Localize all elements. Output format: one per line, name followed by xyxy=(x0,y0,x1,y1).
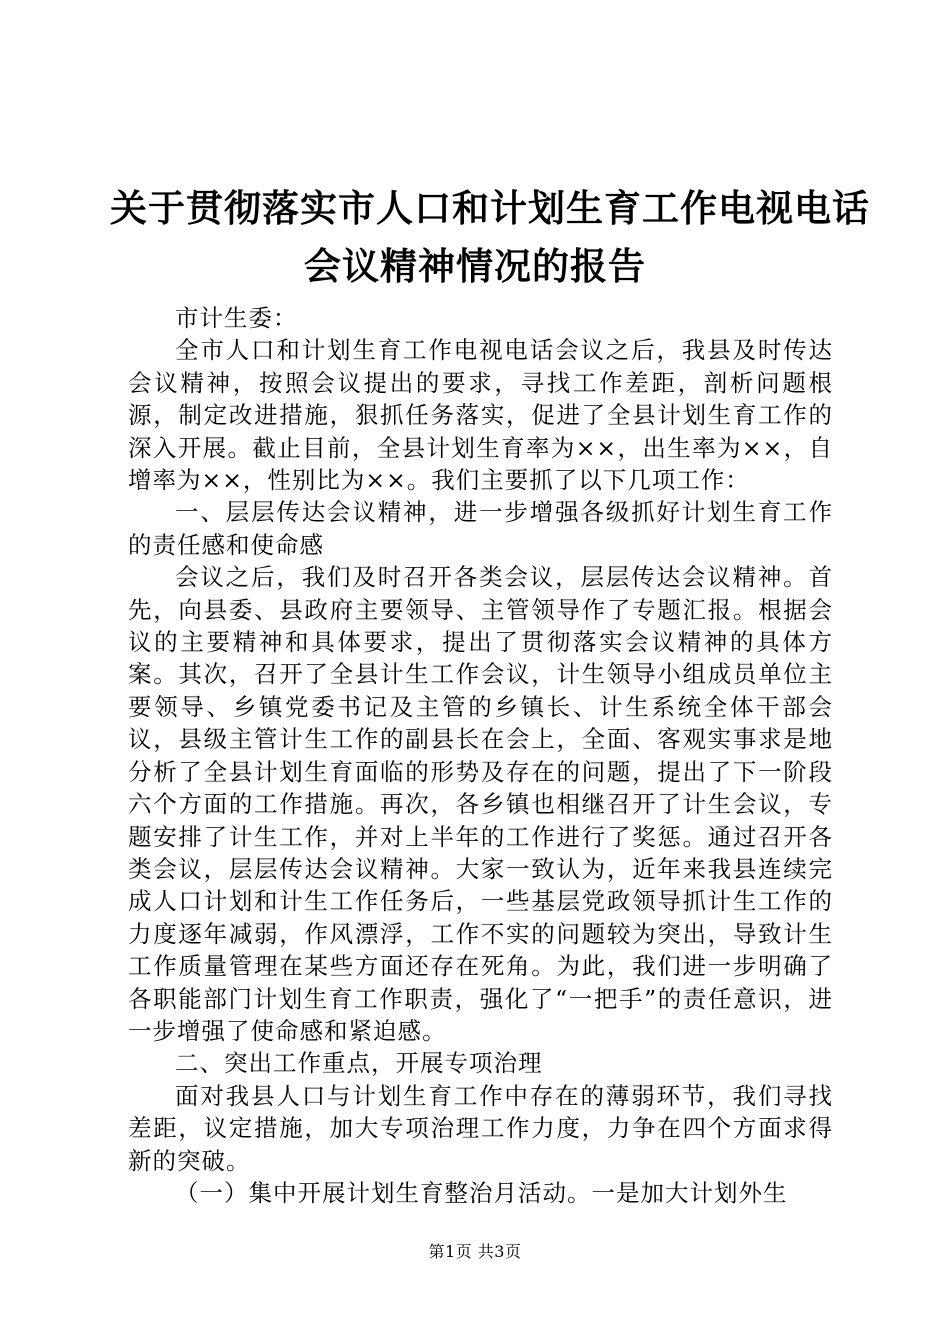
paragraph-section-1: 会议之后，我们及时召开各类会议，层层传达会议精神。首先，向县委、县政府主要领导、主管领导作了专题汇报。根据会议的主要精神和具体要求，提出了贯彻落实会议精神的具体方案。其次，召开了全县计生工作会议，计生领导小组成员单位主要领导、乡镇党委书记及主管的乡镇长、计生系统全体干部会议，县级主管计生工作的副县长在会上，全面、客观实事求是地分析了全县计划生育面临的形势及存在的问题，提出了下一阶段六个方面的工作措施。再次，各乡镇也相继召开了计生会议，专题安排了计生工作，并对上半年的工作进行了奖惩。通过召开各类会议，层层传达会议精神。大家一致认为，近年来我县连续完成人口计划和计生工作任务后，一些基层党政领导抓计生工作的力度逐年减弱，作风漂浮，工作不实的问题较为突出，导致计生工作质量管理在某些方面还存在死角。为此，我们进一步明确了各职能部门计划生育工作职责，强化了“一把手”的责任意识，进一步增强了使命感和紧迫感。 xyxy=(128,563,833,1045)
document-body xyxy=(128,302,833,1209)
page-number-footer: 第1页 共3页 xyxy=(428,1242,522,1261)
subsection-1: （一）集中开展计划生育整治月活动。一是加大计划外生 xyxy=(175,1178,788,1207)
paragraph-section-2: 面对我县人口与计划生育工作中存在的薄弱环节，我们寻找差距，议定措施，加大专项治理工作力度，力争在四个方面求得新的突破。 xyxy=(128,1081,833,1175)
document-title-line-1: 关于贯彻落实市人口和计划生育工作电视电话 xyxy=(110,186,870,230)
document-title-line-2: 会议精神情况的报告 xyxy=(304,244,646,288)
paragraph-intro: 全市人口和计划生育工作电视电话会议之后，我县及时传达会议精神，按照会议提出的要求，寻找工作差距，剖析问题根源，制定改进措施，狠抓任务落实，促进了全县计划生育工作的深入开展。截止目前，全县计划生育率为××，出生率为××，自增率为××，性别比为××。我们主要抓了以下几项工作： xyxy=(128,336,833,495)
section-heading-2: 二、突出工作重点，开展专项治理 xyxy=(175,1049,543,1078)
section-heading-1: 一、层层传达会议精神，进一步增强各级抓好计划生育工作的责任感和使命感 xyxy=(128,498,833,559)
salutation: 市计生委： xyxy=(175,304,298,332)
